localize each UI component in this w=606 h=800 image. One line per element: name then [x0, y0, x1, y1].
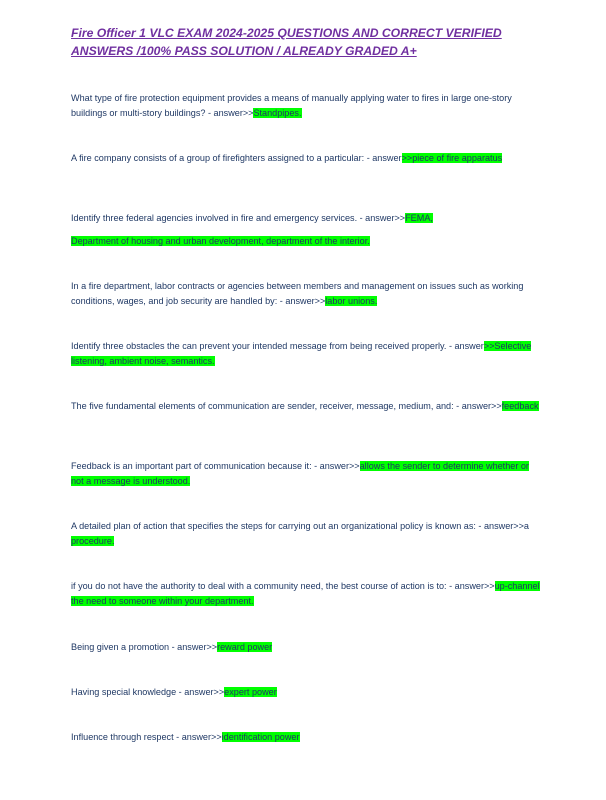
question-text: Having special knowledge - answer>> [71, 687, 225, 697]
qa-item [71, 730, 541, 745]
answer-highlight: procedure. [71, 536, 115, 546]
answer-highlight: >>Selective listening, ambient noise, semantics. [71, 341, 532, 366]
question-text: Influence through respect - answer>> [71, 732, 222, 742]
question-text: A fire company consists of a group of firefighters assigned to a particular: - answer [71, 153, 402, 163]
qa-item [71, 339, 541, 369]
question-text: The five fundamental elements of communication are sender, receiver, message, medium, and: - answer>> [71, 401, 502, 411]
answer-highlight: >>piece of fire apparatus [401, 153, 503, 163]
question-text: What type of fire protection equipment provides a means of manually applying water to fires in large one-story buildings or multi-story buildings? - answer>> [71, 93, 512, 118]
qa-item [71, 211, 541, 249]
answer-highlight: up-channel the need to someone within your department. [71, 581, 540, 606]
answer-highlight: reward power [217, 642, 273, 652]
answer-highlight: FEMA, [405, 213, 433, 223]
question-text: Identify three obstacles the can prevent your intended message from being received properly. - answer [71, 341, 484, 351]
qa-item [71, 91, 541, 121]
qa-item [71, 640, 541, 655]
question-text: A detailed plan of action that specifies the steps for carrying out an organizational policy is known as: - answer>>a [71, 521, 529, 531]
answer-highlight: expert power [224, 687, 277, 697]
line-spacer [71, 226, 541, 234]
answer-highlight: identification power [221, 732, 300, 742]
question-text: Being given a promotion - answer>> [71, 642, 218, 652]
qa-item [71, 279, 541, 309]
qa-item [71, 399, 541, 414]
qa-item [71, 151, 541, 166]
answer-highlight: Department of housing and urban development, department of the interior. [71, 236, 370, 246]
question-text: Feedback is an important part of communication because it: - answer>> [71, 461, 360, 471]
answer-highlight: Standpipes. [253, 108, 302, 118]
question-text: Identify three federal agencies involved in fire and emergency services. - answer>> [71, 213, 406, 223]
question-text: In a fire department, labor contracts or agencies between members and management on issues such as working conditions, wages, and job security are handled by: - answer>> [71, 281, 524, 306]
question-text: if you do not have the authority to deal with a community need, the best course of action is to: - answer>> [71, 581, 495, 591]
answer-highlight: feedback [501, 401, 539, 411]
document-title: Fire Officer 1 VLC EXAM 2024-2025 QUESTIONS AND CORRECT VERIFIED ANSWERS /100% PASS SOLUTION / ALREADY GRADED A+ [71, 26, 502, 58]
answer-highlight: labor unions. [325, 296, 378, 306]
qa-item [71, 519, 541, 549]
answer-highlight: allows the sender to determine whether or not a message is understood. [71, 461, 529, 486]
qa-item [71, 459, 541, 489]
qa-item [71, 579, 541, 609]
qa-item [71, 685, 541, 700]
